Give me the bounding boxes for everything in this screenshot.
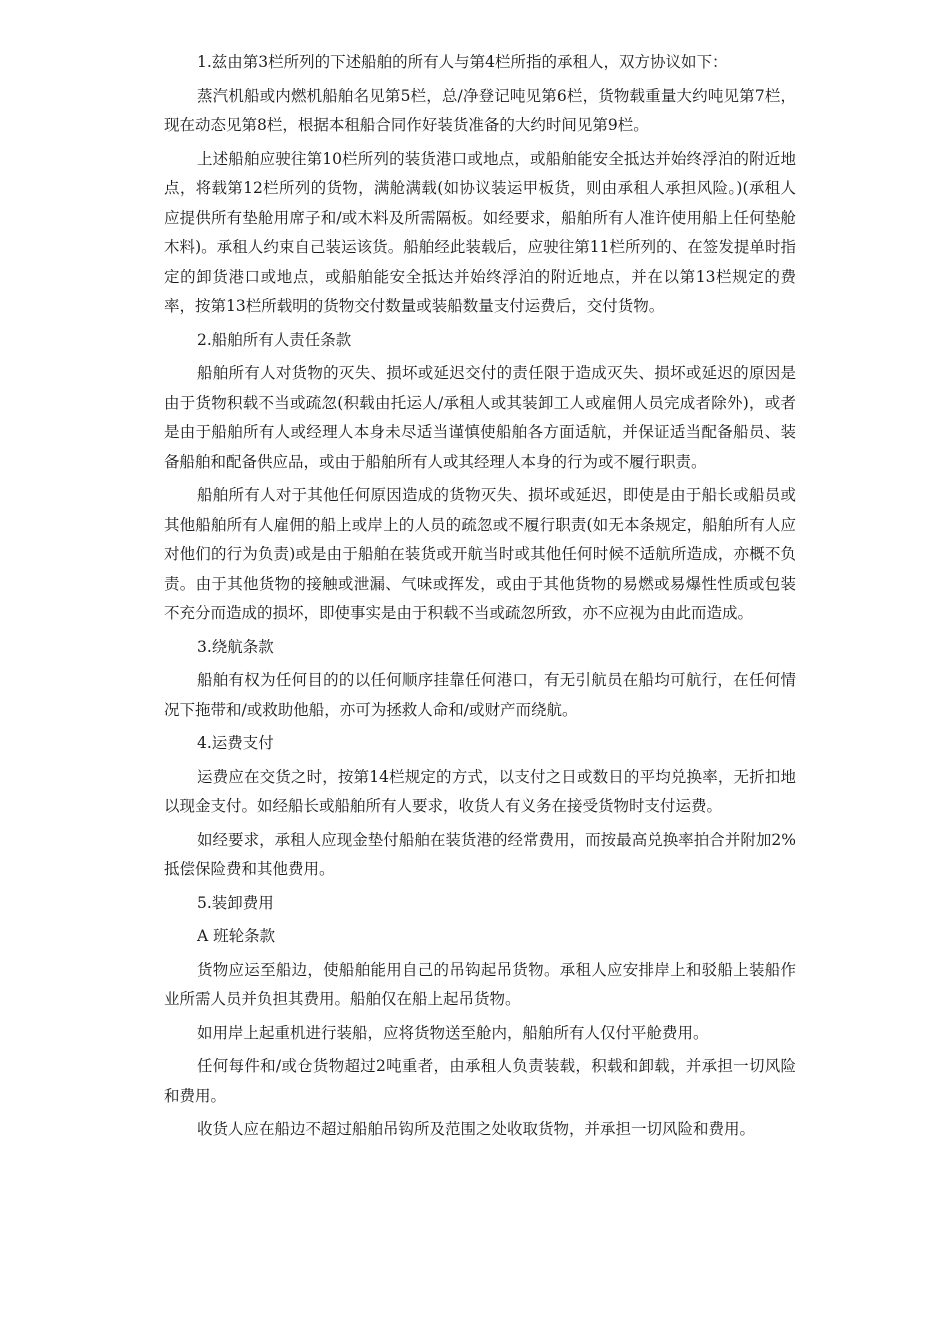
paragraph: 如经要求，承租人应现金垫付船舶在装货港的经常费用，而按最高兑换率拍合并附加2%抵偿保险费和其他费用。 — [164, 830, 796, 878]
document-body — [164, 48, 796, 1149]
section-5-heading: 5.装卸费用 — [197, 893, 274, 912]
paragraph: 收货人应在船边不超过船舶吊钩所及范围之处收取货物，并承担一切风险和费用。 — [197, 1120, 756, 1138]
paragraph: 蒸汽机船或内燃机船舶名见第5栏，总/净登记吨见第6栏，货物载重量大约吨见第7栏，现在动态见第8栏，根据本租船合同作好装货准备的大约时间见第9栏。 — [164, 86, 796, 134]
paragraph: 上述船舶应驶往第10栏所列的装货港口或地点，或船舶能安全抵达并始终浮泊的附近地点，将载第12栏所列的货物，满舱满载(如协议装运甲板货，则由承租人承担风险。)(承租人应提供所有垫舱用席子和/或木料及所需隔板。如经要求，船舶所有人准许使用船上任何垫舱木料)。承租人约束自己装运该货。船舶经此装载后，应驶往第11栏所列的、在签发提单时指定的卸货港口或地点，或船舶能安全抵达并始终浮泊的附近地点，并在以第13栏规定的费率，按第13栏所载明的货物交付数量或装船数量支付运费后，交付货物。 — [164, 149, 796, 315]
paragraph: 运费应在交货之时，按第14栏规定的方式，以支付之日或数日的平均兑换率，无折扣地以现金支付。如经船长或船舶所有人要求，收货人有义务在接受货物时支付运费。 — [164, 767, 796, 815]
paragraph: 任何每件和/或仓货物超过2吨重者，由承租人负责装载，积载和卸载，并承担一切风险和费用。 — [164, 1057, 796, 1105]
section-4-heading: 4.运费支付 — [197, 734, 274, 752]
section-3-heading: 3.绕航条款 — [197, 637, 274, 656]
paragraph: 船舶所有人对货物的灭失、损坏或延迟交付的责任限于造成灭失、损坏或延迟的原因是由于货物积载不当或疏忽(积载由托运人/承租人或其装卸工人或雇佣人员完成者除外)，或者是由于船舶所有人或经理人本身未尽适当谨慎使船舶各方面适航，并保证适当配备船员、装备船舶和配备供应品，或由于船舶所有人或其经理人本身的行为或不履行职责。 — [164, 364, 796, 471]
section-2-heading: 2.船舶所有人责任条款 — [197, 330, 352, 349]
section-1-heading: 1.兹由第3栏所列的下述船舶的所有人与第4栏所指的承租人，双方协议如下： — [197, 53, 728, 71]
paragraph: 船舶所有人对于其他任何原因造成的货物灭失、损坏或延迟，即使是由于船长或船员或其他船舶所有人雇佣的船上或岸上的人员的疏忽或不履行职责(如无本条规定，船舶所有人应对他们的行为负责)或是由于船舶在装货或开航当时或其他任何时候不适航所造成，亦概不负责。由于其他货物的接触或泄漏、气味或挥发，或由于其他货物的易燃或易爆性性质或包装不充分而造成的损坏，即使事实是由于积载不当或疏忽所致，亦不应视为由此而造成。 — [164, 486, 796, 622]
paragraph: 船舶有权为任何目的的以任何顺序挂靠任何港口，有无引航员在船均可航行，在任何情况下拖带和/或救助他船，亦可为拯救人命和/或财产而绕航。 — [164, 671, 796, 719]
paragraph: 如用岸上起重机进行装船，应将货物送至舱内，船舶所有人仅付平舱费用。 — [197, 1023, 709, 1042]
subsection-a-heading: A 班轮条款 — [197, 927, 276, 945]
paragraph: 货物应运至船边，使船舶能用自己的吊钩起吊货物。承租人应安排岸上和驳船上装船作业所需人员并负担其费用。船舶仅在船上起吊货物。 — [164, 960, 796, 1008]
